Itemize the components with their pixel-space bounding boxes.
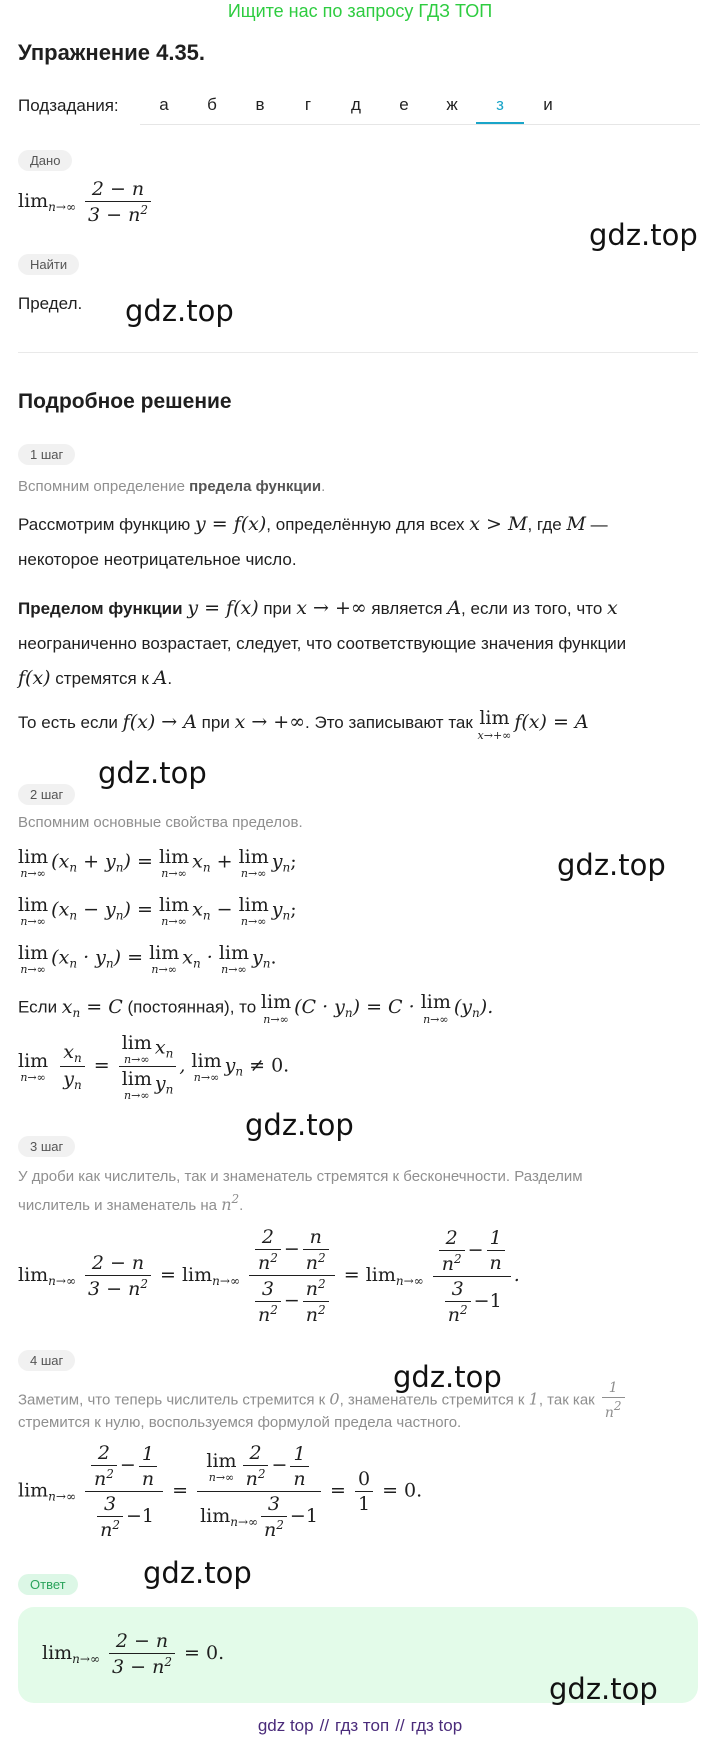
- tab-subtask-a[interactable]: а: [159, 95, 169, 114]
- tab-subtask-i[interactable]: и: [543, 95, 553, 114]
- step1-p1: Рассмотрим функцию y = f(x), определённую для всех x > M, где M —: [18, 513, 608, 535]
- tab-subtask-v[interactable]: в: [255, 95, 265, 114]
- watermark: gdz.top: [393, 1360, 502, 1394]
- footer-link[interactable]: гдз топ: [335, 1716, 390, 1735]
- watermark: gdz.top: [245, 1108, 354, 1142]
- limit-rule-product: lim n→∞ $(x_n \cdot y_n)$ = lim n→∞ $x_n$ · lim n→∞ $y_n$.: [18, 942, 277, 976]
- footer-link[interactable]: гдз top: [410, 1716, 463, 1735]
- limit-rule-quotient: lim n→∞ $\frac{x_n}{y_n}$ = lim n→∞ $x_n$ lim n→∞ $y_n$ , lim n→∞ $y_n \ne 0$.: [18, 1032, 290, 1102]
- page-title: Упражнение 4.35.: [18, 40, 206, 65]
- limit-rule-sum: lim n→∞ $(x_n + y_n)$ = lim n→∞ $x_n$ + lim n→∞ $y_n$;: [18, 846, 297, 880]
- tab-subtask-e[interactable]: е: [399, 95, 409, 114]
- footer-separator: //: [395, 1716, 405, 1735]
- given-badge: Дано: [18, 150, 72, 171]
- watermark: gdz.top: [125, 294, 234, 328]
- tab-subtask-z-active[interactable]: з: [476, 86, 524, 124]
- find-badge: Найти: [18, 254, 79, 275]
- step4-badge: 4 шаг: [18, 1350, 75, 1371]
- step4-intro: Заметим, что теперь числитель стремится к 0, знаменатель стремится к 1, так как $\frac{1}{n2}$: [18, 1380, 708, 1421]
- step1-p1-cont: некоторое неотрицательное число.: [18, 550, 297, 569]
- step1-p2-cont: неограниченно возрастает, следует, что соответствующие значения функции: [18, 634, 627, 653]
- watermark: gdz.top: [589, 218, 698, 252]
- step2-intro: Вспомним основные свойства пределов.: [18, 814, 303, 831]
- watermark: gdz.top: [98, 756, 207, 790]
- subtask-tabs: [140, 86, 700, 125]
- find-text: Предел.: [18, 294, 83, 313]
- tab-subtask-zh[interactable]: ж: [446, 95, 458, 114]
- watermark: gdz.top: [549, 1672, 658, 1706]
- footer-links: [0, 1716, 720, 1736]
- tab-subtask-b[interactable]: б: [207, 95, 217, 114]
- search-banner[interactable]: Ищите нас по запросу ГДЗ ТОП: [227, 1, 493, 21]
- watermark: gdz.top: [557, 848, 666, 882]
- given-expression: $\lim_{n\to\infty}$ $\frac{2 - n}{3 - n^2}$: [18, 178, 154, 226]
- answer-expression: $\lim_{n\to\infty}$ $\frac{2 - n}{3 - n^2}$ = 0.: [42, 1630, 225, 1678]
- step4-intro-cont: стремится к нулю, воспользуемся формулой предела частного.: [18, 1414, 462, 1431]
- tab-subtask-d[interactable]: д: [351, 95, 361, 114]
- solution-heading: Подробное решение: [18, 390, 232, 413]
- footer-separator: //: [319, 1716, 330, 1735]
- limit-rule-diff: lim n→∞ $(x_n - y_n)$ = lim n→∞ $x_n$ − lim n→∞ $y_n$;: [18, 894, 297, 928]
- answer-badge: Ответ: [18, 1574, 78, 1595]
- step3-badge: 3 шаг: [18, 1136, 75, 1157]
- step1-p2: Пределом функции y = f(x) при x → +∞ является A, если из того, что x: [18, 597, 618, 619]
- divider: [18, 352, 698, 353]
- step3-intro-cont: числитель и знаменатель на $n^2$.: [18, 1192, 244, 1214]
- step3-transformation: $\lim_{n\to\infty}$ $\frac{2 - n}{3 - n^2}$ = $\lim_{n\to\infty}$ $\frac{2}{n^2}$ − $\frac{n}{n^2}$ $\frac{3}{n^2}$ − $\frac{n^2}{n^2}$ = $\lim_{n\to\infty}$ $\frac{2}{n^2}$ − $\frac{1}{n}$ $\frac{3}{n^2}$ −1 .: [18, 1226, 520, 1326]
- step1-intro: Вспомним определение предела функции.: [18, 478, 326, 495]
- step4-computation: $\lim_{n\to\infty}$ $\frac{2}{n^2}$ − $\frac{1}{n}$ $\frac{3}{n^2}$ −1 = lim n→∞ $\frac{2}{n^2}$ − $\frac{1}{n}$ $\lim_{n\to\infty}$ $\frac{3}{n^2}$ −1 = $\frac{0}{1}$ = 0.: [18, 1442, 423, 1541]
- watermark: gdz.top: [143, 1556, 252, 1590]
- limit-rule-constant: Если $x_n = C$ (постоянная), то lim n→∞ $(C \cdot y_n) = C$ · lim n→∞ $(y_n)$.: [18, 991, 494, 1026]
- step1-p3: То есть если f(x) → A при x → +∞. Это записывают так lim x→+∞ f(x) = A: [18, 707, 589, 742]
- step3-intro: У дроби как числитель, так и знаменатель стремятся к бесконечности. Разделим: [18, 1168, 583, 1185]
- footer-link[interactable]: gdz top: [257, 1716, 314, 1735]
- step2-badge: 2 шаг: [18, 784, 75, 805]
- step1-p2-end: f(x) стремятся к A.: [18, 667, 173, 689]
- tab-subtask-g[interactable]: г: [304, 95, 312, 114]
- step1-badge: 1 шаг: [18, 444, 75, 465]
- subtasks-label: Подзадания:: [18, 96, 119, 115]
